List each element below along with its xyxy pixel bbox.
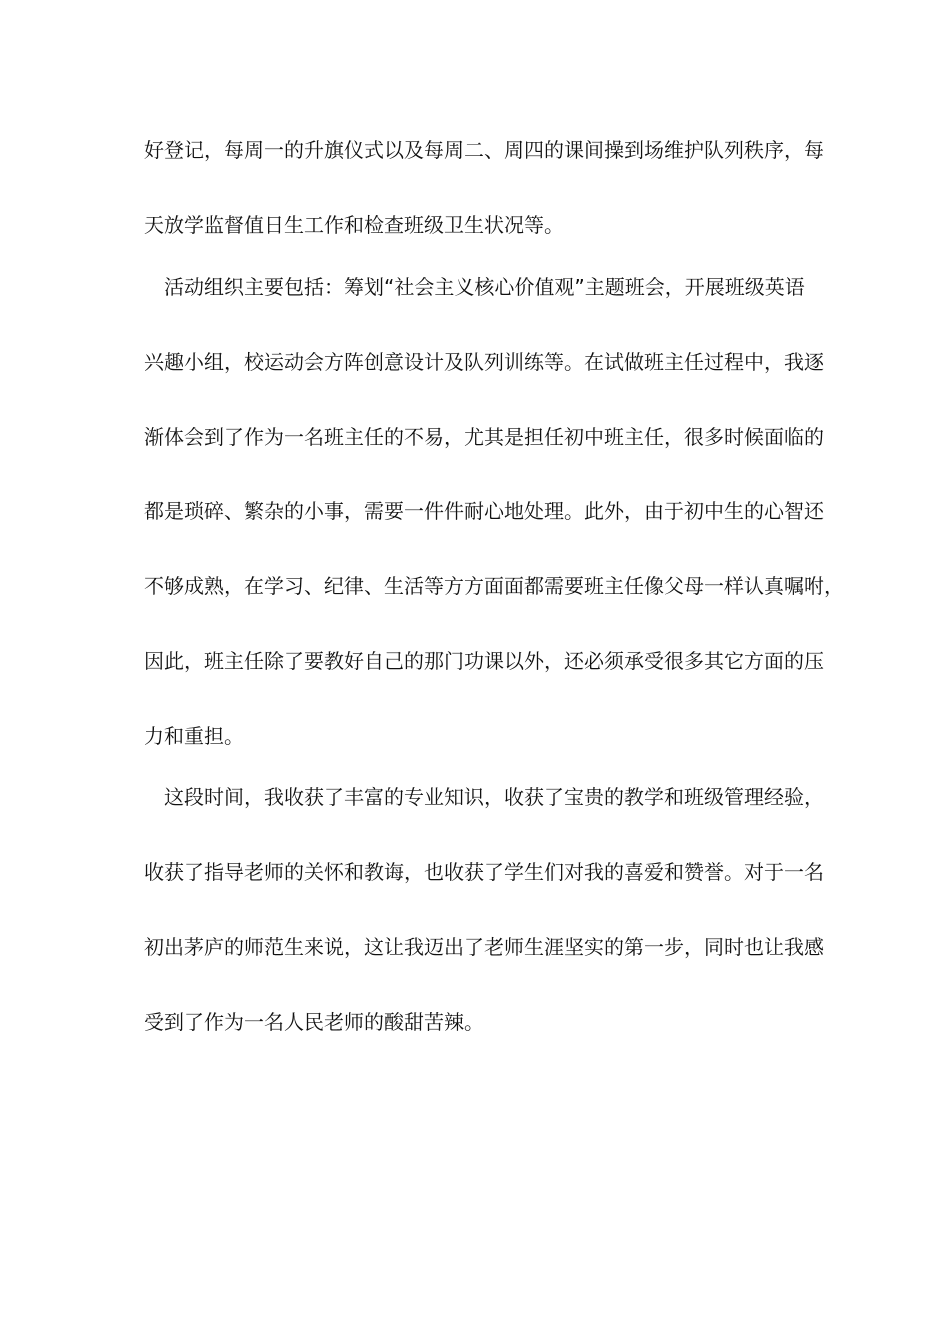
text-line: 因此，班主任除了要教好自己的那门功课以外，还必须承受很多其它方面的压 bbox=[144, 649, 824, 673]
text-line: 渐体会到了作为一名班主任的不易，尤其是担任初中班主任，很多时候面临的 bbox=[144, 425, 824, 449]
paragraph-first-line: 活动组织主要包括：筹划“社会主义核心价值观”主题班会，开展班级英语 bbox=[164, 275, 805, 299]
text-line: 力和重担。 bbox=[144, 724, 244, 748]
text-line: 收获了指导老师的关怀和教诲，也收获了学生们对我的喜爱和赞誉。对于一名 bbox=[144, 860, 824, 884]
text-line: 天放学监督值日生工作和检查班级卫生状况等。 bbox=[144, 213, 564, 237]
text-line: 好登记，每周一的升旗仪式以及每周二、周四的课间操到场维护队列秩序，每 bbox=[144, 138, 824, 162]
text-line: 初出茅庐的师范生来说，这让我迈出了老师生涯坚实的第一步，同时也让我感 bbox=[144, 935, 824, 959]
paragraph-first-line: 这段时间，我收获了丰富的专业知识，收获了宝贵的教学和班级管理经验， bbox=[164, 785, 824, 809]
text-line: 兴趣小组，校运动会方阵创意设计及队列训练等。在试做班主任过程中，我逐 bbox=[144, 350, 824, 374]
text-line: 都是琐碎、繁杂的小事，需要一件件耐心地处理。此外，由于初中生的心智还 bbox=[144, 499, 824, 523]
text-line: 不够成熟，在学习、纪律、生活等方方面面都需要班主任像父母一样认真嘱咐， bbox=[144, 574, 844, 598]
text-line: 受到了作为一名人民老师的酸甜苦辣。 bbox=[144, 1010, 484, 1034]
